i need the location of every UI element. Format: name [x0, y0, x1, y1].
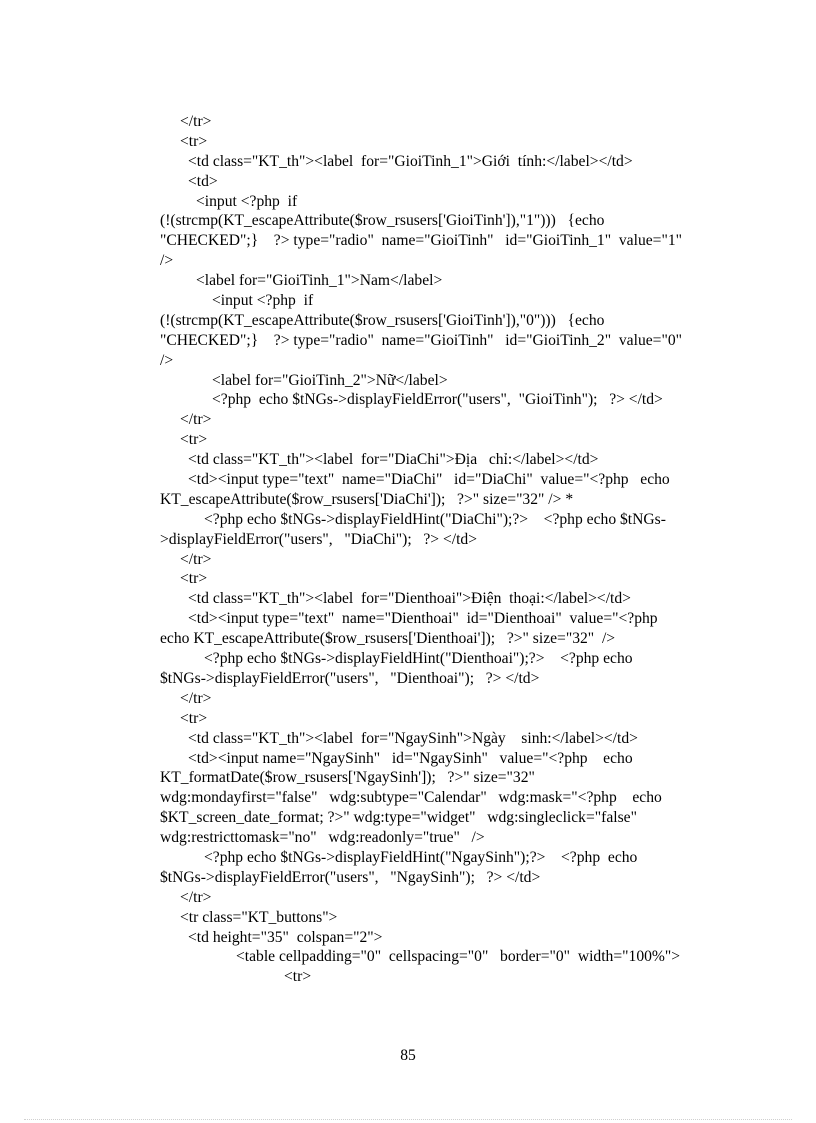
- code-line: <input <?php if: [196, 192, 298, 210]
- code-line: <?php echo $tNGs->displayFieldError("users", "GioiTinh"); ?> </td>: [212, 391, 663, 409]
- code-line: wdg:restricttomask="no" wdg:readonly="true" />: [160, 829, 485, 847]
- code-line: <tr class="KT_buttons">: [180, 908, 338, 926]
- code-line: <td class="KT_th"><label for="Dienthoai">Điện thoại:</label></td>: [188, 590, 631, 608]
- code-line: <td class="KT_th"><label for="DiaChi">Địa chỉ:</label></td>: [188, 451, 599, 469]
- code-listing: [160, 112, 720, 987]
- code-line: />: [160, 351, 174, 369]
- code-line: $KT_screen_date_format; ?>" wdg:type="widget" wdg:singleclick="false": [160, 809, 637, 827]
- code-line: <tr>: [284, 968, 312, 986]
- code-line: </tr>: [180, 689, 212, 707]
- code-line: KT_escapeAttribute($row_rsusers['DiaChi']); ?>" size="32" /> *: [160, 490, 574, 508]
- code-line: </tr>: [180, 411, 212, 429]
- code-line: <tr>: [180, 709, 208, 727]
- code-line: >displayFieldError("users", "DiaChi"); ?> </td>: [160, 530, 478, 548]
- code-line: <table cellpadding="0" cellspacing="0" border="0" width="100%">: [236, 948, 681, 966]
- code-line: "CHECKED";} ?> type="radio" name="GioiTinh" id="GioiTinh_1" value="1": [160, 232, 682, 250]
- code-line: />: [160, 252, 174, 270]
- code-line: echo KT_escapeAttribute($row_rsusers['Dienthoai']); ?>" size="32" />: [160, 630, 616, 648]
- code-line: </tr>: [180, 550, 212, 568]
- code-line: <td><input name="NgaySinh" id="NgaySinh" value="<?php echo: [188, 749, 633, 767]
- code-line: <label for="GioiTinh_2">Nữ</label>: [212, 371, 448, 389]
- code-line: (!(strcmp(KT_escapeAttribute($row_rsusers['GioiTinh']),"0"))) {echo: [160, 311, 605, 329]
- code-line: <input <?php if: [212, 292, 314, 310]
- code-line: KT_formatDate($row_rsusers['NgaySinh']); ?>" size="32": [160, 769, 535, 787]
- page-bottom-divider: [24, 1119, 792, 1120]
- code-line: <tr>: [180, 132, 208, 150]
- code-line: $tNGs->displayFieldError("users", "Dienthoai"); ?> </td>: [160, 669, 540, 687]
- code-line: <td>: [188, 172, 218, 190]
- code-line: <td height="35" colspan="2">: [188, 928, 383, 946]
- code-line: <tr>: [180, 570, 208, 588]
- code-line: <td class="KT_th"><label for="GioiTinh_1">Giới tính:</label></td>: [188, 152, 633, 170]
- code-line: "CHECKED";} ?> type="radio" name="GioiTinh" id="GioiTinh_2" value="0": [160, 331, 682, 349]
- code-line: <?php echo $tNGs->displayFieldHint("Dienthoai");?> <?php echo: [204, 650, 633, 668]
- code-line: <label for="GioiTinh_1">Nam</label>: [196, 272, 443, 290]
- code-line: <tr>: [180, 431, 208, 449]
- code-line: wdg:mondayfirst="false" wdg:subtype="Calendar" wdg:mask="<?php echo: [160, 789, 662, 807]
- code-line: $tNGs->displayFieldError("users", "NgaySinh"); ?> </td>: [160, 868, 541, 886]
- code-line: <td><input type="text" name="DiaChi" id="DiaChi" value="<?php echo: [188, 471, 670, 489]
- code-line: <td><input type="text" name="Dienthoai" id="Dienthoai" value="<?php: [188, 610, 658, 628]
- code-line: <td class="KT_th"><label for="NgaySinh">Ngày sinh:</label></td>: [188, 729, 638, 747]
- code-line: <?php echo $tNGs->displayFieldHint("DiaChi");?> <?php echo $tNGs-: [204, 510, 666, 528]
- code-line: <?php echo $tNGs->displayFieldHint("NgaySinh");?> <?php echo: [204, 848, 638, 866]
- code-line: </tr>: [180, 888, 212, 906]
- code-line: </tr>: [180, 113, 212, 130]
- code-line: (!(strcmp(KT_escapeAttribute($row_rsusers['GioiTinh']),"1"))) {echo: [160, 212, 605, 230]
- page-number: 85: [400, 1047, 416, 1064]
